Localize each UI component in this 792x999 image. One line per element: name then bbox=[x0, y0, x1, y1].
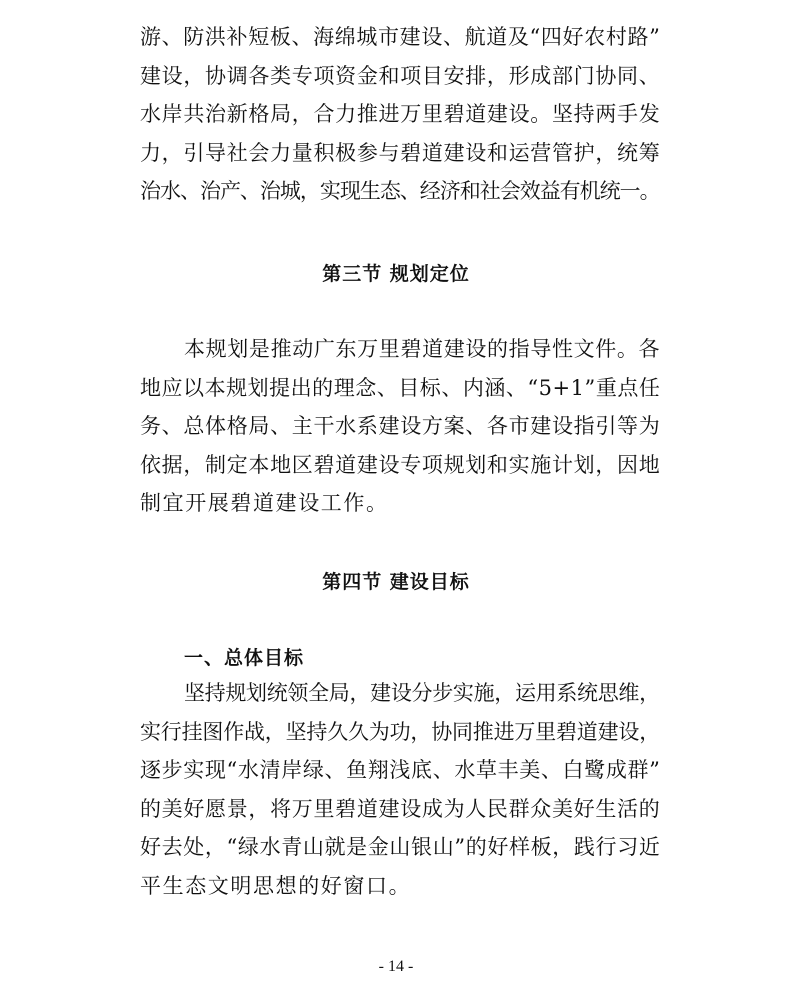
text-line: 务、总体格局、主干水系建设方案、各市建设指引等为 bbox=[140, 414, 661, 438]
text-line: 游、防洪补短板、海绵城市建设、航道及“四好农村路” bbox=[140, 25, 661, 49]
text-line: 制宜开展碧道建设工作。 bbox=[140, 491, 389, 515]
text-line: 平生态文明思想的好窗口。 bbox=[140, 873, 412, 898]
paragraph-section3 bbox=[140, 330, 660, 523]
paragraph-section4 bbox=[140, 674, 660, 905]
subheading-overall-goal: 一、总体目标 bbox=[184, 647, 305, 669]
text-line: 坚持规划统领全局，建设分步实施，运用系统思维， bbox=[184, 681, 660, 705]
section-title-4: 第四节 建设目标 bbox=[322, 571, 470, 593]
text-line: 力，引导社会力量积极参与碧道建设和运营管护，统筹 bbox=[140, 140, 661, 165]
page-number: - 14 - bbox=[378, 958, 414, 975]
text-line: 治水、治产、治城，实现生态、经济和社会效益有机统一。 bbox=[140, 179, 660, 203]
text-line: 地应以本规划提出的理念、目标、内涵、“5+1”重点任 bbox=[140, 375, 661, 400]
text-line: 本规划是推动广东万里碧道建设的指导性文件。各 bbox=[184, 337, 661, 361]
text-line: 水岸共治新格局，合力推进万里碧道建设。坚持两手发 bbox=[140, 102, 661, 126]
text-line: 好去处，“绿水青山就是金山银山”的好样板，践行习近 bbox=[140, 835, 661, 859]
text-line: 依据，制定本地区碧道建设专项规划和实施计划，因地 bbox=[140, 452, 661, 477]
text-line: 逐步实现“水清岸绿、鱼翔浅底、水草丰美、白鹭成群” bbox=[140, 758, 661, 782]
text-line: 的美好愿景，将万里碧道建设成为人民群众美好生活的 bbox=[140, 796, 661, 821]
text-line: 建设，协调各类专项资金和项目安排，形成部门协同、 bbox=[140, 63, 661, 88]
paragraph-continued bbox=[140, 18, 660, 211]
text-line: 实行挂图作战，坚持久久为功，协同推进万里碧道建设， bbox=[140, 719, 660, 744]
section-title-3: 第三节 规划定位 bbox=[322, 263, 470, 285]
